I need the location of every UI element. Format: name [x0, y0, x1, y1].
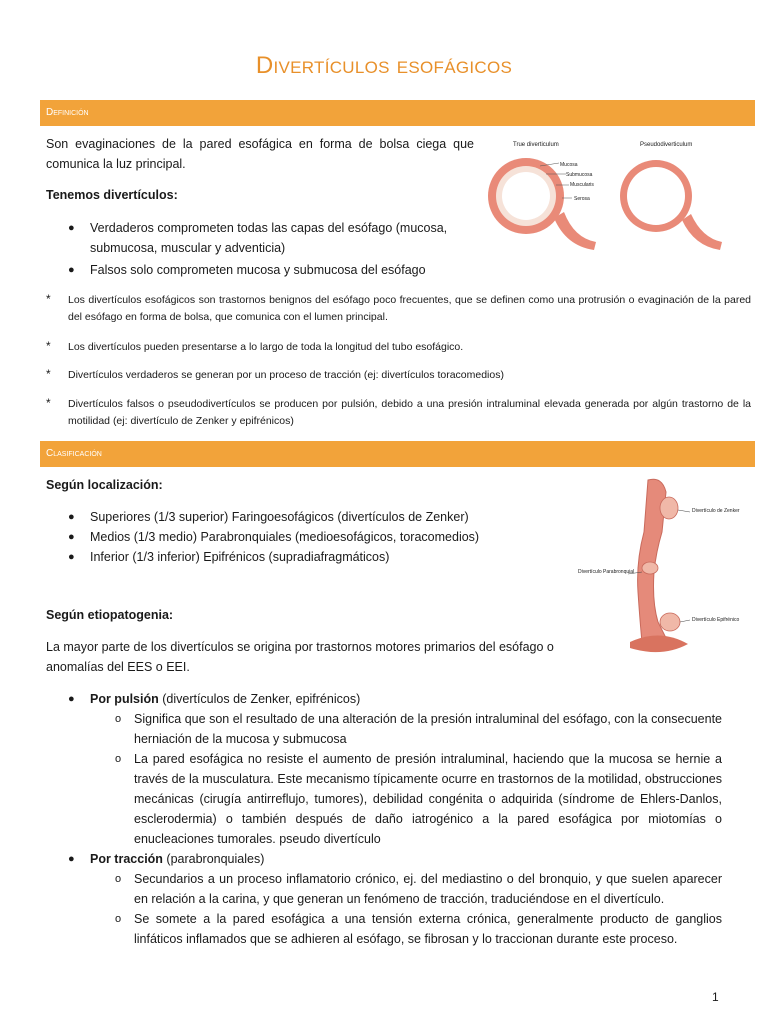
note-2: Los divertículos pueden presentarse a lo largo de toda la longitud del tubo esofágico. — [68, 341, 464, 353]
note-4: Divertículos falsos o pseudodivertículos se producen por pulsión, debido a una presión intraluminal elevada generada por algún trastorno de la motilidad (ej: divertículo de Zenker y epifrénicos) — [68, 398, 751, 427]
traccion-item — [90, 849, 730, 869]
bullet-verdaderos: Verdaderos comprometen todas las capas del esófago (mucosa, submucosa, muscular y adventicia) — [90, 221, 448, 255]
definition-intro: Son evaginaciones de la pared esofágica en forma de bolsa ciega que comunica la luz principal. — [46, 137, 474, 171]
bullet-icon: ● — [68, 551, 75, 563]
sub-bullet-icon: o — [115, 753, 122, 765]
note-1: Los divertículos esofágicos son trastornos benignos del esófago poco frecuentes, que se definen como una protrusión o evaginación de la pared del esófago en forma de bolsa, que comunica con el lumen principal. — [68, 294, 751, 323]
bullet-icon: ● — [68, 693, 75, 705]
layer-label-serosa: Serosa — [574, 196, 590, 202]
figure-true-label: True diverticulum — [513, 142, 559, 148]
bullet-icon: ● — [68, 264, 75, 276]
tenemos-heading: Tenemos divertículos: — [46, 188, 178, 202]
pulsion-detail: (divertículos de Zenker, epifrénicos) — [158, 692, 361, 706]
label-zenker: Divertículo de Zenker — [692, 508, 740, 514]
section-header-definicion: Definición — [40, 100, 755, 126]
label-epifrenico: Divertículo Epifrénico — [692, 617, 740, 623]
bullet-icon: ● — [68, 511, 75, 523]
localizacion-medios: Medios (1/3 medio) Parabronquiales (medioesofágicos, toracomedios) — [90, 530, 480, 544]
diverticulum-illustration — [484, 150, 734, 260]
layer-label-mucosa: Mucosa — [560, 162, 578, 168]
sub-bullet-icon: o — [115, 913, 122, 925]
asterisk-icon: * — [46, 339, 51, 353]
pulsion-label: Por pulsión — [90, 692, 159, 706]
pulsion-subitem-2: La pared esofágica no resiste el aumento de presión intraluminal, haciendo que la mucosa se hernie a través de la musculatura. Este mecanismo típicamente ocurre en trastornos de la motilidad, obstrucciones mecánicas (cirugía antirreflujo, tumores), debilidad congénita o adquirida (síndrome de Ehlers-Danlos, esclerodermia) o también después de daño iatrogénico a la pared esofágica por miotomías o enucleaciones tumorales. pseudo divertículo — [134, 752, 722, 846]
figure-pseudo-label: Pseudodiverticulum — [640, 142, 693, 148]
traccion-detail: (parabronquiales) — [162, 852, 265, 866]
label-parabronquial: Divertículo Parabronquial — [578, 569, 635, 575]
layer-label-submucosa: Submucosa — [566, 172, 593, 178]
localizacion-superiores: Superiores (1/3 superior) Faringoesofágicos (divertículos de Zenker) — [90, 510, 469, 524]
traccion-subitem-2: Se somete a la pared esofágica a una tensión externa crónica, generalmente producto de ganglios linfáticos inflamados que se adhieren al esófago, se fibrosan y lo traccionan durante este proceso. — [134, 912, 722, 946]
asterisk-icon: * — [46, 367, 51, 381]
layer-label-muscularis: Muscularis — [570, 182, 594, 188]
bullet-icon: ● — [68, 222, 75, 234]
bullet-icon: ● — [68, 531, 75, 543]
asterisk-icon: * — [46, 396, 51, 410]
traccion-label: Por tracción — [90, 852, 163, 866]
etiopatogenia-intro: La mayor parte de los divertículos se origina por trastornos motores primarios del esófago o anomalías del EES o EEI. — [46, 640, 554, 674]
sub-bullet-icon: o — [115, 713, 122, 725]
sub-bullet-icon: o — [115, 873, 122, 885]
esophagus-illustration — [570, 472, 760, 662]
page-number: 1 — [712, 990, 719, 1004]
bullet-icon: ● — [68, 853, 75, 865]
pulsion-item — [90, 689, 730, 709]
note-3: Divertículos verdaderos se generan por un proceso de tracción (ej: divertículos toracomedios) — [68, 369, 504, 381]
localizacion-heading: Según localización: — [46, 478, 163, 492]
page-title: Divertículos esofágicos — [255, 52, 513, 79]
section-header-clasificacion: Clasificación — [40, 441, 755, 467]
asterisk-icon: * — [46, 292, 51, 306]
etiopatogenia-heading: Según etiopatogenia: — [46, 608, 174, 622]
traccion-subitem-1: Secundarios a un proceso inflamatorio crónico, ej. del mediastino o del bronquio, y que suelen aparecer en relación a la carina, y que generan un fenómeno de tracción, traduciéndose en el divertículo. — [134, 872, 722, 906]
pulsion-subitem-1: Significa que son el resultado de una alteración de la presión intraluminal del esófago, con la consecuente herniación de la mucosa y submucosa — [134, 712, 722, 746]
localizacion-inferior: Inferior (1/3 inferior) Epifrénicos (supradiafragmáticos) — [90, 550, 390, 564]
bullet-falsos: Falsos solo comprometen mucosa y submucosa del esófago — [90, 263, 426, 277]
